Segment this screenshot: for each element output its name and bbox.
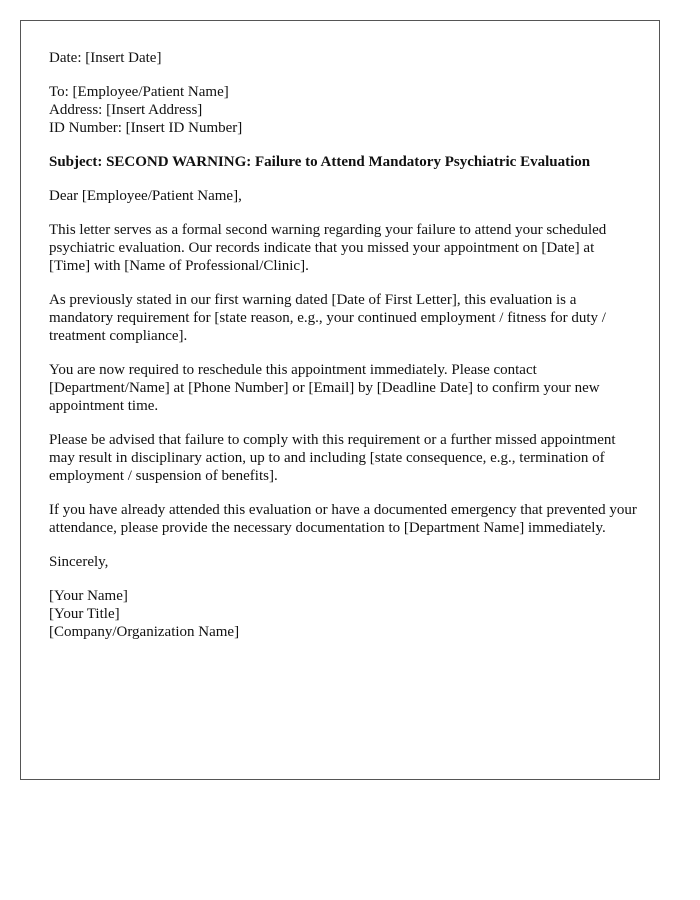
paragraph-mandatory-requirement: As previously stated in our first warning dated [Date of First Letter], this evaluation is a mandatory requirement for [state reason, e.g., your continued employment / fitness for duty / treatment compliance]. [49, 292, 606, 344]
paragraph-reschedule: You are now required to reschedule this appointment immediately. Please contact [Department/Name] at [Phone Number] or [Email] by [Deadline Date] to confirm your new appointment time. [49, 362, 600, 414]
recipient-address-line: Address: [Insert Address] [49, 102, 203, 118]
date-block [49, 49, 639, 67]
letter-page [20, 20, 660, 780]
signature-block [49, 587, 639, 641]
salutation-text: Dear [Employee/Patient Name], [49, 188, 242, 204]
salutation [49, 187, 639, 205]
signature-name: [Your Name] [49, 588, 128, 604]
subject-line: Subject: SECOND WARNING: Failure to Attend Mandatory Psychiatric Evaluation [49, 154, 591, 170]
paragraph-consequences: Please be advised that failure to comply with this requirement or a further missed appointment may result in disciplinary action, up to and including [state consequence, e.g., termination of employment / suspension of benefits]. [49, 432, 616, 484]
signature-organization: [Company/Organization Name] [49, 624, 240, 640]
paragraph-documentation: If you have already attended this evaluation or have a documented emergency that prevented your attendance, please provide the necessary documentation to [Department Name] immediately. [49, 502, 637, 536]
paragraph-failure-notice: This letter serves as a formal second warning regarding your failure to attend your scheduled psychiatric evaluation. Our records indicate that you missed your appointment on [Date] at [Time] with [Name of Professional/Clinic]. [49, 222, 607, 274]
recipient-id-line: ID Number: [Insert ID Number] [49, 120, 243, 136]
closing [49, 553, 639, 571]
recipient-block [49, 83, 639, 137]
date-line: Date: [Insert Date] [49, 50, 162, 66]
signature-title: [Your Title] [49, 606, 120, 622]
closing-text: Sincerely, [49, 554, 109, 570]
recipient-to-line: To: [Employee/Patient Name] [49, 84, 229, 100]
letter-body [49, 49, 639, 657]
